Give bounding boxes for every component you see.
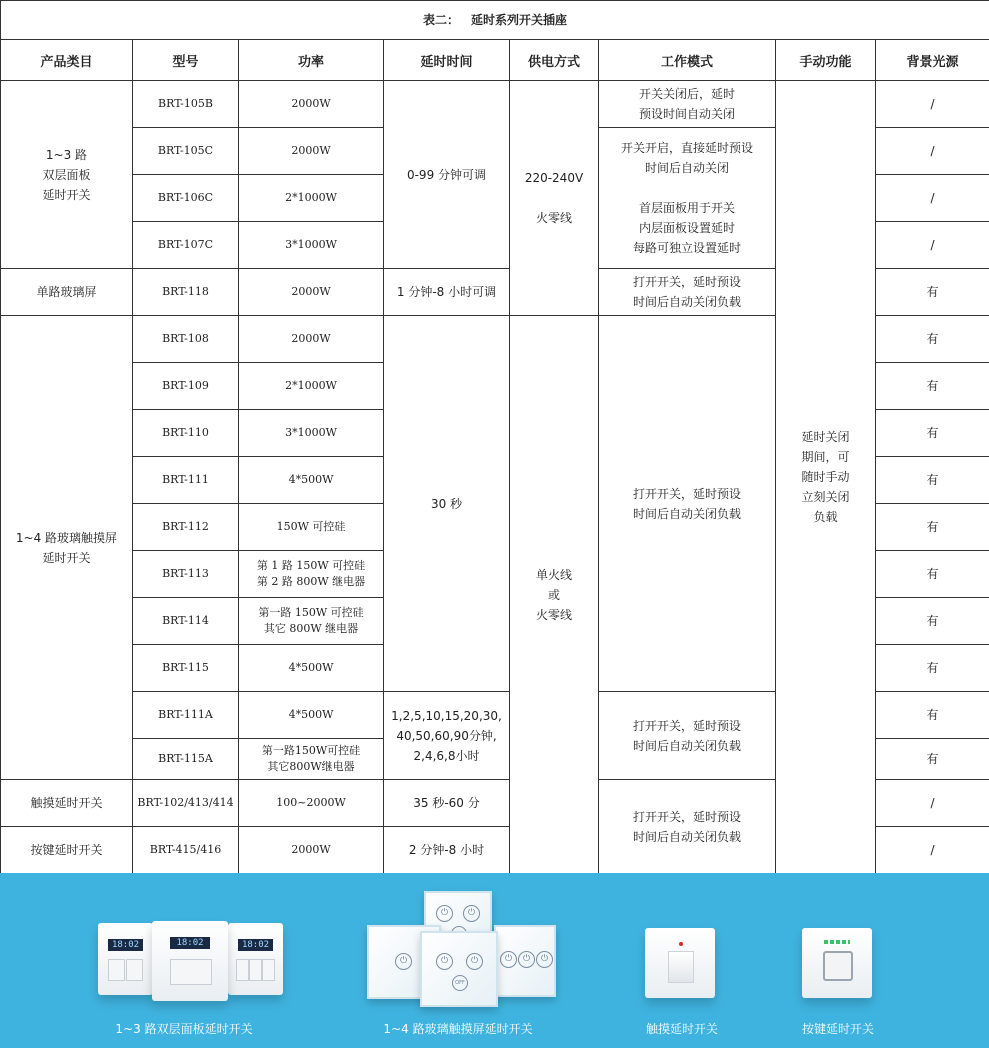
- table-title-main: 延时系列开关插座: [471, 13, 568, 27]
- delay-cell: 1,2,5,10,15,20,30, 40,50,60,90分钟, 2,4,6,8小时: [384, 692, 510, 780]
- backlight-cell: 有: [876, 410, 989, 457]
- model-cell: BRT-109: [133, 363, 239, 410]
- table-row: [1, 81, 989, 128]
- delay-cell: 2 分钟-8 小时: [384, 827, 510, 874]
- backlight-cell: 有: [876, 692, 989, 739]
- model-cell: BRT-111A: [133, 692, 239, 739]
- category-cell: 触摸延时开关: [1, 780, 133, 827]
- delay-cell: 0-99 分钟可调: [384, 81, 510, 269]
- power-cell: 150W 可控硅: [239, 504, 384, 551]
- power-cell: 2000W: [239, 269, 384, 316]
- model-cell: BRT-415/416: [133, 827, 239, 874]
- backlight-cell: /: [876, 128, 989, 175]
- push-button: [823, 951, 853, 981]
- power-cell: 第一路 150W 可控硅 其它 800W 继电器: [239, 598, 384, 645]
- mode-cell: 打开开关，延时预设 时间后自动关闭负载: [599, 692, 776, 780]
- model-cell: BRT-115: [133, 645, 239, 692]
- backlight-cell: /: [876, 780, 989, 827]
- model-cell: BRT-112: [133, 504, 239, 551]
- power-cell: 3*1000W: [239, 410, 384, 457]
- model-cell: BRT-105C: [133, 128, 239, 175]
- delay-cell: 30 秒: [384, 316, 510, 692]
- glass-panel-right: ⏻ ⏻ ⏻: [494, 925, 556, 997]
- category-cell: 1~4 路玻璃触摸屏 延时开关: [1, 316, 133, 780]
- backlight-cell: /: [876, 222, 989, 269]
- power-cell: 第一路150W可控硅 其它800W继电器: [239, 739, 384, 780]
- backlight-cell: 有: [876, 739, 989, 780]
- backlight-cell: 有: [876, 645, 989, 692]
- lcd-display: 18:02: [170, 937, 210, 949]
- product-banner: [0, 873, 989, 1048]
- backlight-cell: 有: [876, 363, 989, 410]
- manual-cell: 延时关闭 期间，可 随时手动 立刻关闭 负载: [776, 81, 876, 874]
- power-cell: 2000W: [239, 827, 384, 874]
- power-cell: 2000W: [239, 128, 384, 175]
- mode-cell: 打开开关，延时预设 时间后自动关闭负载: [599, 269, 776, 316]
- panel-right: [228, 923, 283, 995]
- glass-panel-top: ⏻ ⏻: [424, 891, 492, 955]
- model-cell: BRT-118: [133, 269, 239, 316]
- supply-cell: 220-240V 火零线: [510, 81, 599, 316]
- table-title-prefix: 表二：: [423, 13, 460, 27]
- table-title: [1, 1, 989, 40]
- power-cell: 2000W: [239, 81, 384, 128]
- off-label: OFF: [452, 975, 468, 991]
- panel-left: [98, 923, 153, 995]
- backlight-cell: 有: [876, 316, 989, 363]
- category-cell: 单路玻璃屏: [1, 269, 133, 316]
- mode-cell: 打开开关，延时预设 时间后自动关闭负载: [599, 316, 776, 692]
- backlight-cell: 有: [876, 457, 989, 504]
- power-cell: 3*1000W: [239, 222, 384, 269]
- power-cell: 第 1 路 150W 可控硅 第 2 路 800W 继电器: [239, 551, 384, 598]
- caption-double-layer: 1~3 路双层面板延时开关: [115, 1022, 253, 1036]
- backlight-cell: /: [876, 827, 989, 874]
- mode-cell: 开关开启，直接延时预设 时间后自动关闭 首层面板用于开关 内层面板设置延时 每路可独立设置延时: [599, 128, 776, 269]
- backlight-cell: /: [876, 175, 989, 222]
- backlight-cell: 有: [876, 598, 989, 645]
- header-manual: 手动功能: [776, 40, 876, 81]
- model-cell: BRT-114: [133, 598, 239, 645]
- header-power: 功率: [239, 40, 384, 81]
- power-cell: 4*500W: [239, 692, 384, 739]
- category-cell: 按键延时开关: [1, 827, 133, 874]
- indicator-led: [679, 942, 683, 946]
- model-cell: BRT-105B: [133, 81, 239, 128]
- power-cell: 4*500W: [239, 457, 384, 504]
- category-cell: 1~3 路 双层面板 延时开关: [1, 81, 133, 269]
- indicator-leds: [824, 940, 850, 944]
- power-cell: 100~2000W: [239, 780, 384, 827]
- panel-center: [152, 921, 228, 1001]
- power-cell: 2000W: [239, 316, 384, 363]
- glass-panel-front: ⏻ ⏻ OFF: [420, 931, 498, 1007]
- header-category: 产品类目: [1, 40, 133, 81]
- caption-button-delay: 按键延时开关: [801, 1022, 875, 1036]
- supply-cell: 单火线 或 火零线: [510, 316, 599, 874]
- backlight-cell: 有: [876, 551, 989, 598]
- header-model: 型号: [133, 40, 239, 81]
- model-cell: BRT-108: [133, 316, 239, 363]
- model-cell: BRT-115A: [133, 739, 239, 780]
- touch-delay-switch-image: [645, 928, 715, 998]
- model-cell: BRT-113: [133, 551, 239, 598]
- power-cell: 2*1000W: [239, 363, 384, 410]
- caption-touch-delay: 触摸延时开关: [645, 1022, 719, 1036]
- model-cell: BRT-110: [133, 410, 239, 457]
- model-cell: BRT-106C: [133, 175, 239, 222]
- mode-cell: 打开开关，延时预设 时间后自动关闭负载: [599, 780, 776, 874]
- lcd-display: 18:02: [108, 939, 143, 951]
- delay-cell: 1 分钟-8 小时可调: [384, 269, 510, 316]
- caption-glass-touch: 1~4 路玻璃触摸屏延时开关: [383, 1022, 533, 1036]
- backlight-cell: 有: [876, 269, 989, 316]
- power-cell: 4*500W: [239, 645, 384, 692]
- delay-cell: 35 秒-60 分: [384, 780, 510, 827]
- header-backlight: 背景光源: [876, 40, 989, 81]
- mode-cell: 开关关闭后，延时 预设时间自动关闭: [599, 81, 776, 128]
- model-cell: BRT-111: [133, 457, 239, 504]
- header-delay: 延时时间: [384, 40, 510, 81]
- power-cell: 2*1000W: [239, 175, 384, 222]
- touch-pad: [668, 951, 694, 983]
- header-mode: 工作模式: [599, 40, 776, 81]
- model-cell: BRT-107C: [133, 222, 239, 269]
- button-delay-switch-image: [802, 928, 872, 998]
- backlight-cell: /: [876, 81, 989, 128]
- backlight-cell: 有: [876, 504, 989, 551]
- glass-panel-left: ⏻: [367, 925, 441, 999]
- model-cell: BRT-102/413/414: [133, 780, 239, 827]
- lcd-display: 18:02: [238, 939, 273, 951]
- header-supply: 供电方式: [510, 40, 599, 81]
